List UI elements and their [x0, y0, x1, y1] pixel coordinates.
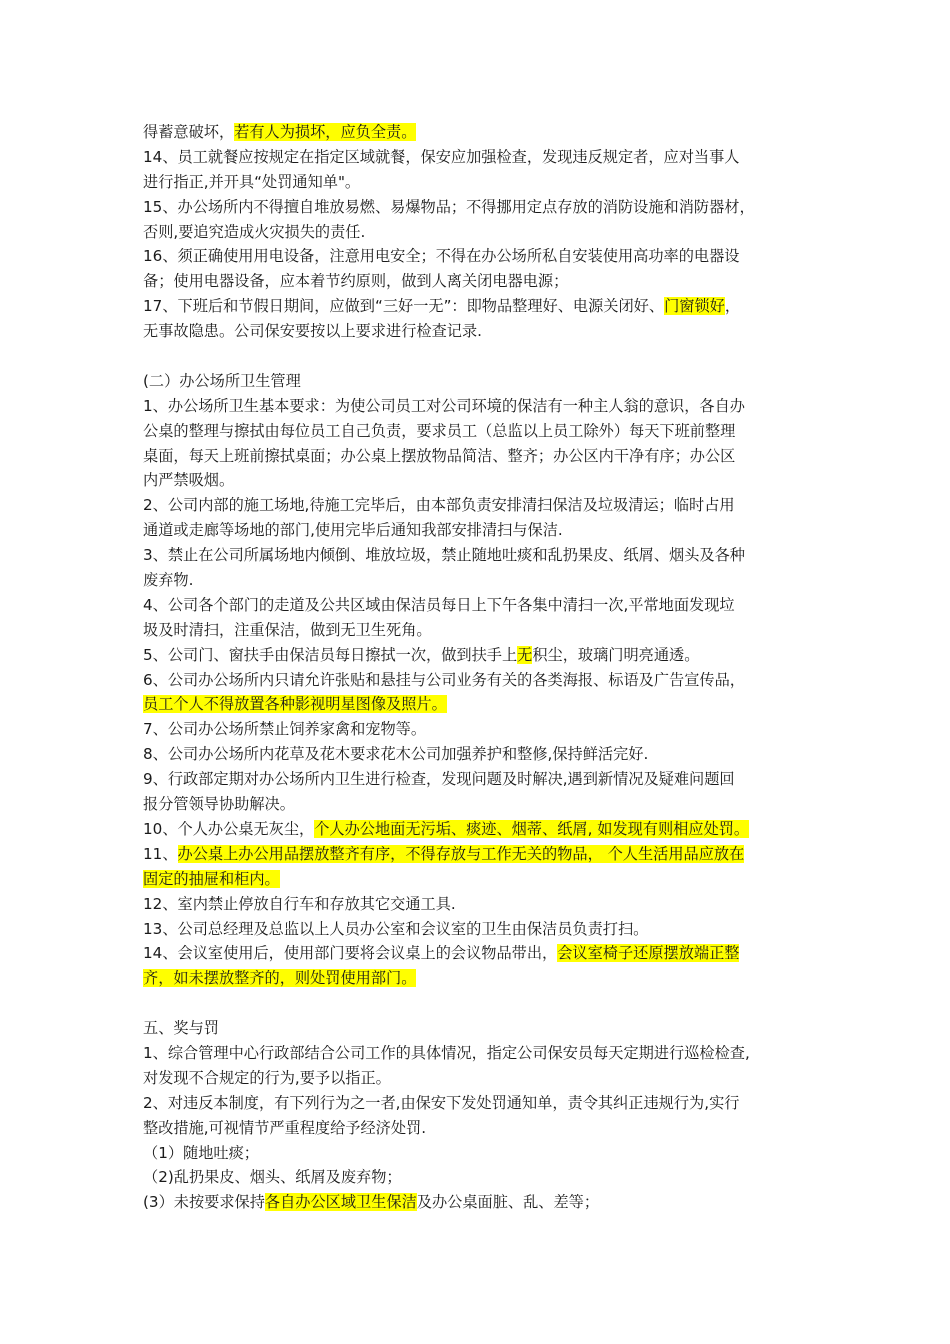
text-line: [143, 319, 811, 344]
text-segment: 2、公司内部的施工场地,待施工完毕后，由本部负责安排清扫保洁及垃圾清运；临时占用: [143, 496, 735, 515]
text-line: [143, 792, 811, 817]
highlighted-text: 若有人为损坏，应负全责。: [234, 123, 417, 141]
text-line: [143, 543, 811, 568]
text-line: [143, 419, 811, 444]
text-line: [143, 1016, 811, 1041]
highlighted-text: 门窗锁好: [664, 297, 725, 316]
text-line: [143, 369, 811, 394]
text-line: [143, 917, 811, 942]
text-segment: 积尘，玻璃门明亮通透。: [532, 645, 700, 664]
text-segment: 14、员工就餐应按规定在指定区域就餐，保安应加强检查，发现违反规定者，应对当事人: [143, 147, 740, 166]
highlighted-text: 会议室椅子还原摆放端正整: [557, 944, 740, 963]
text-line: [143, 1091, 811, 1116]
text-segment: 5、公司门、窗扶手由保洁员每日擦拭一次，做到扶手上: [143, 645, 518, 664]
text-segment: 报分管领导协助解决。: [143, 795, 295, 814]
text-line: [143, 294, 811, 319]
text-segment: 通道或走廊等场地的部门,使用完毕后通知我部安排清扫与保洁.: [143, 521, 563, 540]
text-segment: 否则,要追究造成火灾损失的责任.: [143, 222, 366, 241]
text-line: [143, 394, 811, 419]
text-segment: 16、须正确使用用电设备，注意用电安全；不得在办公场所私自安装使用高功率的电器设: [143, 247, 740, 266]
blank-line: [143, 344, 811, 369]
text-segment: 进行指正,并开具“处罚通知单"。: [143, 172, 361, 191]
text-line: [143, 941, 811, 966]
text-segment: （1）随地吐痰；: [143, 1143, 259, 1162]
highlighted-text: 员工个人不得放置各种影视明星图像及照片。: [143, 695, 447, 714]
text-line: [143, 444, 811, 469]
text-line: [143, 717, 811, 742]
highlighted-text: 各自办公区域卫生保洁: [264, 1193, 417, 1212]
text-segment: 五、奖与罚: [143, 1019, 219, 1038]
text-line: [143, 493, 811, 518]
text-line: [143, 170, 811, 195]
text-line: [143, 1116, 811, 1141]
text-segment: 备；使用电器设备，应本着节约原则，做到人离关闭电器电源；: [143, 272, 569, 291]
text-line: [143, 120, 811, 145]
text-line: [143, 842, 811, 867]
text-line: [143, 767, 811, 792]
text-segment: 13、公司总经理及总监以上人员办公室和会议室的卫生由保洁员负责打扫。: [143, 919, 649, 938]
text-line: [143, 742, 811, 767]
highlighted-text: 固定的抽屉和柜内。: [143, 869, 280, 888]
text-segment: 4、公司各个部门的走道及公共区域由保洁员每日上下午各集中清扫一次,平常地面发现垃: [143, 595, 735, 614]
text-line: [143, 1066, 811, 1091]
text-line: [143, 195, 811, 220]
text-segment: 11、: [143, 844, 178, 863]
text-segment: （2)乱扔果皮、烟头、纸屑及废弃物；: [143, 1168, 402, 1187]
text-segment: 7、公司办公场所禁止饲养家禽和宠物等。: [143, 720, 427, 739]
text-segment: 整改措施,可视情节严重程度给予经济处罚.: [143, 1118, 427, 1137]
text-line: [143, 1041, 811, 1066]
text-line: [143, 1141, 811, 1166]
text-line: [143, 817, 811, 842]
text-segment: 1、办公场所卫生基本要求：为使公司员工对公司环境的保洁有一种主人翁的意识，各自办: [143, 396, 745, 415]
text-line: [143, 892, 811, 917]
text-segment: 8、公司办公场所内花草及花木要求花木公司加强养护和整修,保持鲜活完好.: [143, 745, 649, 764]
text-segment: 桌面，每天上班前擦拭桌面；办公桌上摆放物品简洁、整齐；办公区内干净有序；办公区: [143, 446, 736, 465]
text-line: [143, 966, 811, 991]
text-line: [143, 618, 811, 643]
text-segment: 对发现不合规定的行为,要予以指正。: [143, 1068, 391, 1087]
text-segment: 9、行政部定期对办公场所内卫生进行检查，发现问题及时解决,遇到新情况及疑难问题回: [143, 770, 735, 789]
highlighted-text: 个人办公地面无污垢、痰迹、烟蒂、纸屑, 如发现有则相应处罚。: [314, 819, 750, 838]
text-segment: 1、综合管理中心行政部结合公司工作的具体情况，指定公司保安员每天定期进行巡检检查,: [143, 1043, 750, 1062]
text-segment: 17、下班后和节假日期间，应做到“三好一无”：即物品整理好、电源关闭好、: [143, 297, 665, 316]
text-segment: 废弃物.: [143, 571, 194, 590]
highlighted-text: 办公桌上办公用品摆放整齐有序，不得存放与工作无关的物品， 个人生活用品应放在: [177, 844, 745, 863]
text-segment: (二）办公场所卫生管理: [143, 371, 301, 390]
text-line: [143, 1190, 811, 1215]
text-segment: 无事故隐患。公司保安要按以上要求进行检查记录.: [143, 322, 482, 341]
text-segment: 2、对违反本制度，有下列行为之一者,由保安下发处罚通知单，责令其纠正违规行为,实行: [143, 1093, 740, 1112]
text-segment: (3）未按要求保持: [143, 1193, 265, 1212]
text-line: [143, 568, 811, 593]
text-segment: 10、个人办公桌无灰尘，: [143, 819, 315, 838]
text-line: [143, 518, 811, 543]
text-line: [143, 867, 811, 892]
highlighted-text: 无: [517, 645, 533, 664]
document-page: [143, 120, 811, 1215]
text-segment: 6、公司办公场所内只请允许张贴和悬挂与公司业务有关的各类海报、标语及广告宣传品，: [143, 670, 745, 689]
text-segment: 及办公桌面脏、乱、差等；: [416, 1193, 600, 1212]
text-segment: 14、会议室使用后，使用部门要将会议桌上的会议物品带出，: [143, 944, 558, 963]
text-segment: 15、办公场所内不得擅自堆放易燃、易爆物品；不得挪用定点存放的消防设施和消防器材，: [143, 197, 755, 216]
text-segment: 内严禁吸烟。: [143, 471, 235, 490]
text-line: [143, 1165, 811, 1190]
text-segment: 12、室内禁止停放自行车和存放其它交通工具.: [143, 894, 456, 913]
text-segment: ，: [724, 297, 740, 316]
highlighted-text: 齐，如未摆放整齐的，则处罚使用部门。: [143, 969, 417, 988]
text-line: [143, 244, 811, 269]
text-segment: 得蓄意破坏，: [143, 123, 235, 141]
text-line: [143, 643, 811, 668]
text-line: [143, 220, 811, 245]
text-segment: 圾及时清扫，注重保洁，做到无卫生死角。: [143, 620, 432, 639]
text-line: [143, 269, 811, 294]
text-line: [143, 692, 811, 717]
text-segment: 3、禁止在公司所属场地内倾倒、堆放垃圾，禁止随地吐痰和乱扔果皮、纸屑、烟头及各种: [143, 546, 745, 565]
text-line: [143, 468, 811, 493]
text-line: [143, 593, 811, 618]
blank-line: [143, 991, 811, 1016]
text-line: [143, 145, 811, 170]
text-segment: 公桌的整理与擦拭由每位员工自己负责，要求员工（总监以上员工除外）每天下班前整理: [143, 421, 736, 440]
text-line: [143, 668, 811, 693]
